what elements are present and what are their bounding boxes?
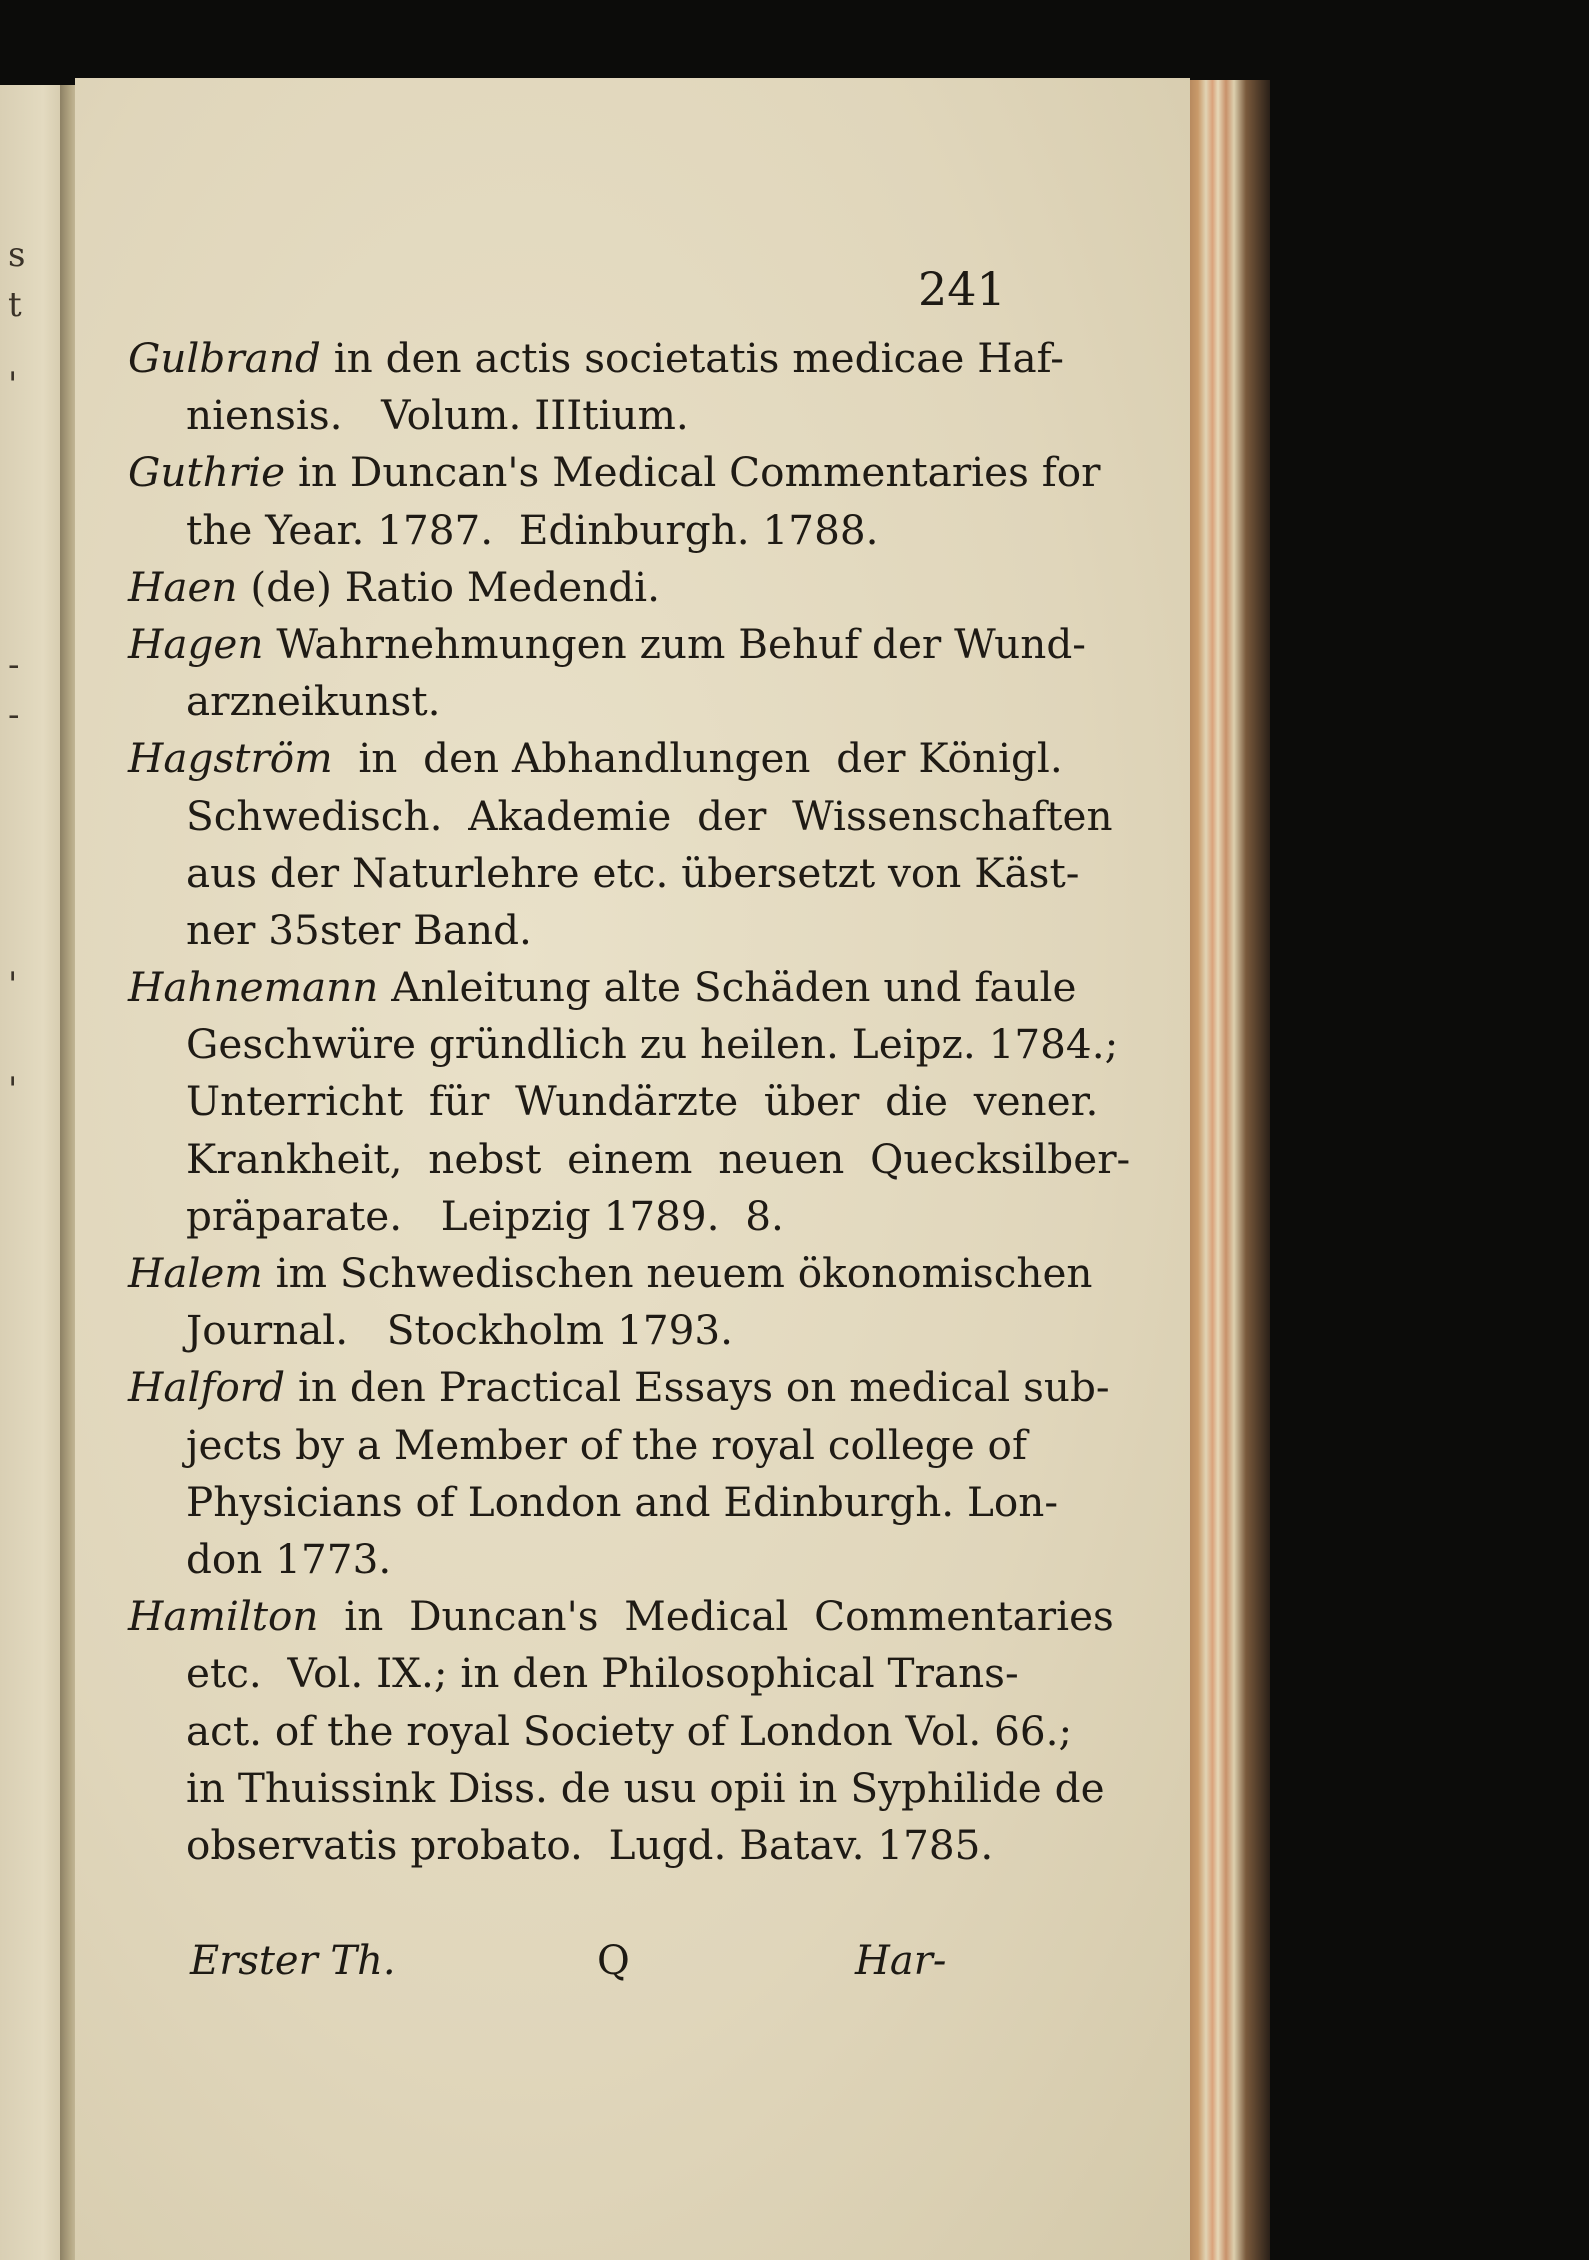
entry-first-line [128, 730, 1063, 787]
author-name: Hamilton [128, 1592, 319, 1641]
author-name: Hagen [128, 619, 264, 668]
facing-page-fragment: ' [8, 1070, 18, 1110]
entry-text: Schwedisch. Akademie der Wissenschaften [186, 791, 1113, 840]
entry-continuation-line [128, 1760, 1105, 1817]
entry-continuation-line [128, 1417, 1027, 1474]
page-edges [1190, 80, 1270, 2260]
entry-text: don 1773. [186, 1534, 392, 1583]
entry-text: in Thuissink Diss. de usu opii in Syphilide de [186, 1763, 1105, 1812]
entry-continuation-line [128, 1703, 1073, 1760]
facing-page-fragment: ' [8, 965, 18, 1005]
entry-first-line [128, 1245, 1093, 1302]
author-name: Guthrie [128, 448, 286, 497]
entry-first-line [128, 616, 1086, 673]
entry-continuation-line [128, 1531, 970, 1588]
entry-continuation-line [128, 1302, 970, 1359]
entry-first-line [128, 330, 1064, 387]
entry-text: Journal. Stockholm 1793. [186, 1306, 734, 1355]
entry-text: aus der Naturlehre etc. übersetzt von Käst- [186, 848, 1080, 897]
entry-text: im Schwedischen neuem ökonomischen [262, 1249, 1093, 1297]
author-name: Hahnemann [128, 963, 379, 1012]
entry-text: Physicians of London and Edinburgh. Lon- [186, 1477, 1059, 1526]
entry-continuation-line [128, 1131, 1131, 1188]
entry-continuation-line [128, 1073, 1099, 1130]
page-number: 241 [918, 262, 1006, 316]
entry-continuation-line [128, 1188, 970, 1245]
entry-text: Anleitung alte Schäden und faule [378, 963, 1077, 1012]
entry-text: act. of the royal Society of London Vol. 66.; [186, 1706, 1073, 1755]
entry-text: in den Abhandlungen der Königl. [332, 734, 1063, 783]
entry-first-line [128, 559, 970, 616]
facing-page-fragment: t [8, 285, 22, 325]
entry-text: arzneikunst. [186, 677, 441, 726]
bibliography-entries [128, 330, 1131, 1874]
author-name: Haen [128, 562, 238, 611]
entry-first-line [128, 1588, 1114, 1645]
entry-continuation-line [128, 387, 970, 444]
entry-continuation-line [128, 902, 970, 959]
entry-text: in Duncan's Medical Commentaries [318, 1592, 1114, 1641]
author-name: Hagström [128, 734, 333, 783]
facing-page-fragment: - [8, 645, 20, 685]
signature-label: Erster Th. [190, 1938, 396, 1984]
entry-text: (de) Ratio Medendi. [237, 562, 660, 611]
entry-text: präparate. Leipzig 1789. 8. [186, 1191, 784, 1240]
signature-mark: Q [597, 1938, 630, 1984]
entry-continuation-line [128, 788, 1113, 845]
entry-text: Krankheit, nebst einem neuen Quecksilber- [186, 1134, 1131, 1183]
entry-text: in den actis societatis medicae Haf- [320, 334, 1064, 382]
entry-continuation-line [128, 845, 1080, 902]
facing-page-fragment: ' [8, 365, 18, 405]
entry-continuation-line [128, 1817, 994, 1874]
entry-text: in Duncan's Medical Commentaries for [285, 448, 1101, 497]
entry-text: etc. Vol. IX.; in den Philosophical Trans- [186, 1649, 1019, 1698]
entry-first-line [128, 959, 1077, 1016]
entry-continuation-line [128, 1016, 1119, 1073]
facing-page-fragment: - [8, 695, 20, 735]
entry-text: observatis probato. Lugd. Batav. 1785. [186, 1820, 994, 1869]
facing-page-fragment: s [8, 235, 26, 275]
catchword: Har- [855, 1938, 947, 1984]
entry-text: Unterricht für Wundärzte über die vener. [186, 1077, 1099, 1126]
entry-text: jects by a Member of the royal college of [186, 1420, 1027, 1469]
entry-continuation-line [128, 1474, 1059, 1531]
entry-text: niensis. Volum. IIItium. [186, 391, 689, 440]
entry-text: the Year. 1787. Edinburgh. 1788. [186, 505, 879, 554]
entry-first-line [128, 444, 1101, 501]
author-name: Halford [128, 1363, 286, 1412]
entry-continuation-line [128, 1645, 1019, 1702]
entry-continuation-line [128, 502, 970, 559]
entry-text: in den Practical Essays on medical sub- [285, 1363, 1110, 1412]
author-name: Halem [128, 1249, 263, 1297]
entry-text: Geschwüre gründlich zu heilen. Leipz. 1784.; [186, 1020, 1119, 1069]
author-name: Gulbrand [128, 334, 321, 382]
entry-continuation-line [128, 673, 970, 730]
entry-first-line [128, 1359, 1110, 1416]
entry-text: Wahrnehmungen zum Behuf der Wund- [263, 619, 1086, 668]
entry-text: ner 35ster Band. [186, 905, 532, 954]
